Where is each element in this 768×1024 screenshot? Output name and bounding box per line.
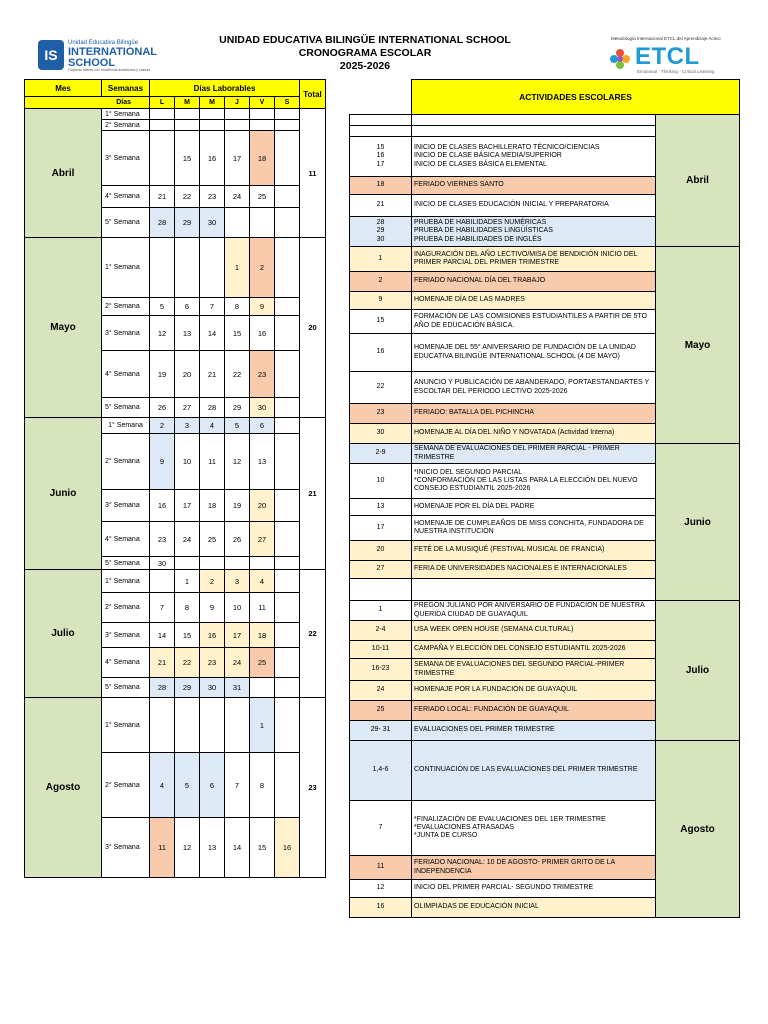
day-cell: 1 — [175, 570, 200, 593]
day-cell: 23 — [200, 648, 225, 678]
day-cell: 30 — [250, 398, 275, 418]
day-cell: 21 — [150, 648, 175, 678]
activity-month-name: Julio — [656, 601, 740, 741]
activity-text — [412, 115, 656, 126]
week-label: 4° Semana — [102, 351, 150, 398]
day-cell: 13 — [175, 316, 200, 351]
calendar-table — [24, 79, 326, 878]
day-cell — [150, 570, 175, 593]
activity-day: 2-4 — [350, 621, 412, 641]
day-cell: 14 — [200, 316, 225, 351]
day-cell: 22 — [175, 648, 200, 678]
week-row — [25, 570, 326, 593]
school-logo — [38, 38, 160, 72]
week-label: 2° Semana — [102, 593, 150, 623]
school-logo-line1: Unidad Educativa Bilingüe — [68, 40, 139, 46]
week-label: 1° Semana — [102, 109, 150, 120]
day-cell: 20 — [175, 351, 200, 398]
day-cell: 15 — [175, 131, 200, 186]
month-total: 11 — [300, 109, 326, 238]
activity-text: FERIADO NACIONAL: 10 DE AGOSTO- PRIMER GRITO DE LA INDEPENDENCIA — [412, 856, 656, 880]
activity-day: 2 — [350, 272, 412, 292]
activity-text — [412, 126, 656, 137]
activity-text: HOMENAJE DEL 55° ANIVERSARIO DE FUNDACIÓN DE LA UNIDAD EDUCATIVA BILINGÜE INTERNATIONAL SCHOOL (4 DE MAYO) — [412, 334, 656, 372]
day-cell: 27 — [250, 522, 275, 557]
activity-day — [350, 115, 412, 126]
day-cell — [275, 109, 300, 120]
header-day-3: J — [225, 97, 250, 109]
activity-day: 28 29 30 — [350, 217, 412, 247]
activity-text: PRUEBA DE HABILIDADES NUMÉRICAS PRUEBA DE HABILIDADES LINGÜÍSTICAS PRUEBA DE HABILIDADES DE INGLÉS — [412, 217, 656, 247]
day-cell: 15 — [175, 623, 200, 648]
day-cell: 8 — [250, 753, 275, 818]
day-cell: 30 — [200, 678, 225, 698]
day-cell: 4 — [250, 570, 275, 593]
activity-day: 13 — [350, 499, 412, 516]
day-cell: 4 — [200, 418, 225, 434]
activity-day: 25 — [350, 701, 412, 721]
etcl-logo-sub: Emotional · Thinking · Critical Learning — [637, 69, 715, 74]
day-cell — [275, 648, 300, 678]
activity-day: 10 — [350, 464, 412, 499]
activity-text: FORMACIÓN DE LAS COMISIONES ESTUDIANTILES A PARTIR DE 5TO AÑO DE EDUCACIÓN BÁSICA. — [412, 310, 656, 334]
day-cell — [275, 131, 300, 186]
day-cell: 26 — [225, 522, 250, 557]
day-cell — [275, 434, 300, 490]
day-cell: 31 — [225, 678, 250, 698]
activity-text: HOMENAJE AL DÍA DEL NIÑO Y NOVATADA (Actividad Interna) — [412, 424, 656, 444]
day-cell: 2 — [200, 570, 225, 593]
activity-text: SEMANA DE EVALUACIONES DEL SEGUNDO PARCIAL-PRIMER TRIMESTRE — [412, 659, 656, 681]
day-cell: 30 — [200, 208, 225, 238]
day-cell: 8 — [225, 298, 250, 316]
activity-text: OLIMPIADAS DE EDUCACIÓN INICIAL — [412, 898, 656, 918]
day-cell — [150, 109, 175, 120]
day-cell: 11 — [150, 818, 175, 878]
header-dias-laborables: Días Laborables — [150, 80, 300, 97]
day-cell: 14 — [150, 623, 175, 648]
day-cell: 23 — [200, 186, 225, 208]
week-row — [25, 238, 326, 298]
week-label: 5° Semana — [102, 398, 150, 418]
day-cell: 16 — [250, 316, 275, 351]
day-cell: 17 — [225, 131, 250, 186]
day-cell: 28 — [200, 398, 225, 418]
activity-month-name: Agosto — [656, 741, 740, 918]
day-cell — [275, 623, 300, 648]
activity-day: 21 — [350, 195, 412, 217]
week-label: 5° Semana — [102, 208, 150, 238]
day-cell: 15 — [250, 818, 275, 878]
day-cell — [275, 557, 300, 570]
day-cell: 18 — [250, 131, 275, 186]
day-cell: 12 — [175, 818, 200, 878]
header-total: Total — [300, 80, 326, 109]
activity-day: 2-9 — [350, 444, 412, 464]
activity-day: 16 — [350, 898, 412, 918]
day-cell: 29 — [175, 208, 200, 238]
activity-day: 1 — [350, 601, 412, 621]
activity-text: FERIA DE UNIVERSIDADES NACIONALES E INTERNACIONALES — [412, 561, 656, 579]
day-cell: 11 — [200, 434, 225, 490]
activity-text: FERIADO LOCAL: FUNDACIÓN DE GUAYAQUIL — [412, 701, 656, 721]
week-label: 1° Semana — [102, 698, 150, 753]
day-cell: 28 — [150, 678, 175, 698]
activity-day: 23 — [350, 404, 412, 424]
activity-text: PREGÓN JULIANO POR ANIVERSARIO DE FUNDACIÓN DE NUESTRA QUERIDA CIUDAD DE GUAYAQUIL — [412, 601, 656, 621]
day-cell: 15 — [225, 316, 250, 351]
activity-month-name: Junio — [656, 444, 740, 601]
activity-day: 17 — [350, 516, 412, 541]
day-cell — [250, 678, 275, 698]
day-cell — [200, 120, 225, 131]
day-cell — [200, 109, 225, 120]
day-cell — [250, 120, 275, 131]
day-cell — [225, 208, 250, 238]
school-year: 2025-2026 — [339, 60, 391, 72]
activity-row — [350, 115, 740, 126]
day-cell: 10 — [175, 434, 200, 490]
day-cell: 9 — [200, 593, 225, 623]
day-cell — [250, 557, 275, 570]
page-header — [0, 0, 768, 80]
activity-text: CAMPAÑA Y ELECCIÓN DEL CONSEJO ESTUDIANTIL 2025-2026 — [412, 641, 656, 659]
day-cell: 24 — [175, 522, 200, 557]
etcl-logo-word: ETCL — [635, 43, 700, 70]
week-label: 5° Semana — [102, 557, 150, 570]
day-cell: 12 — [150, 316, 175, 351]
school-logo-mark: IS — [38, 40, 64, 70]
activity-text: INAGURACIÓN DEL AÑO LECTIVO/MISA DE BENDICIÓN INICIO DEL PRIMER PARCIAL DEL PRIMER TRIMESTRE — [412, 247, 656, 272]
day-cell — [275, 351, 300, 398]
week-label: 1° Semana — [102, 238, 150, 298]
activity-row — [350, 741, 740, 801]
day-cell: 11 — [250, 593, 275, 623]
header-semanas: Semanas — [102, 80, 150, 97]
etcl-logo-top: Metodología Internacional ETCL del Aprendizaje Activo — [611, 36, 721, 41]
activity-day: 18 — [350, 177, 412, 195]
day-cell: 5 — [175, 753, 200, 818]
day-cell — [275, 418, 300, 434]
day-cell: 23 — [150, 522, 175, 557]
day-cell: 3 — [225, 570, 250, 593]
day-cell: 5 — [225, 418, 250, 434]
day-cell — [275, 490, 300, 522]
activity-text: HOMENAJE POR EL DÍA DEL PADRE — [412, 499, 656, 516]
day-cell: 13 — [200, 818, 225, 878]
day-cell — [150, 698, 175, 753]
activity-text: FETÉ DE LA MUSIQUÉ (FESTIVAL MUSICAL DE FRANCIA) — [412, 541, 656, 561]
day-cell: 7 — [200, 298, 225, 316]
day-cell: 16 — [200, 623, 225, 648]
activity-text: EVALUACIONES DEL PRIMER TRIMESTRE — [412, 721, 656, 741]
day-cell: 9 — [250, 298, 275, 316]
day-cell: 10 — [225, 593, 250, 623]
week-label: 2° Semana — [102, 753, 150, 818]
day-cell: 16 — [200, 131, 225, 186]
activity-day: 1,4-6 — [350, 741, 412, 801]
week-label: 3° Semana — [102, 131, 150, 186]
day-cell: 2 — [250, 238, 275, 298]
activities-header: ACTIVIDADES ESCOLARES — [412, 80, 740, 115]
day-cell: 21 — [150, 186, 175, 208]
activity-text: ANUNCIO Y PUBLICACIÓN DE ABANDERADO, PORTAESTANDARTES Y ESCOLTAR DEL PERIODO LECTIVO 2025-2026 — [412, 372, 656, 404]
day-cell — [200, 238, 225, 298]
day-cell: 30 — [150, 557, 175, 570]
activity-text: HOMENAJE POR LA FUNDACIÓN DE GUAYAQUIL — [412, 681, 656, 701]
activity-text: CONTINUACIÓN DE LAS EVALUACIONES DEL PRIMER TRIMESTRE — [412, 741, 656, 801]
header-day-1: M — [175, 97, 200, 109]
week-label: 1° Semana — [102, 418, 150, 434]
week-label: 1° Semana — [102, 570, 150, 593]
week-label: 3° Semana — [102, 818, 150, 878]
activity-text: HOMENAJE DE CUMPLEAÑOS DE MISS CONCHITA, FUNDADORA DE NUESTRA INSTITUCIÓN — [412, 516, 656, 541]
activity-day: 27 — [350, 561, 412, 579]
day-cell: 24 — [225, 186, 250, 208]
flower-icon — [609, 48, 631, 70]
day-cell: 22 — [225, 351, 250, 398]
day-cell: 25 — [250, 186, 275, 208]
activity-day — [350, 126, 412, 137]
activities-header-spacer — [350, 80, 412, 115]
month-total: 23 — [300, 698, 326, 878]
month-total: 22 — [300, 570, 326, 698]
day-cell: 29 — [175, 678, 200, 698]
week-label: 2° Semana — [102, 434, 150, 490]
activity-row — [350, 444, 740, 464]
week-row — [25, 698, 326, 753]
activity-text: *INICIO DEL SEGUNDO PARCIAL *CONFORMACIÓN DE LAS LISTAS PARA LA ELECCIÓN DEL NUEVO CONSEJO ESTUDIANTIL 2025-2026 — [412, 464, 656, 499]
day-cell: 23 — [250, 351, 275, 398]
week-label: 4° Semana — [102, 648, 150, 678]
activity-day: 30 — [350, 424, 412, 444]
day-cell: 17 — [225, 623, 250, 648]
day-cell — [175, 698, 200, 753]
week-row — [25, 418, 326, 434]
day-cell: 1 — [225, 238, 250, 298]
activity-day: 11 — [350, 856, 412, 880]
activity-day: 10-11 — [350, 641, 412, 659]
month-name: Abril — [25, 109, 102, 238]
activity-text: *FINALIZACIÓN DE EVALUACIONES DEL 1ER TRIMESTRE *EVALUACIONES ATRASADAS *JUNTA DE CURSO — [412, 801, 656, 856]
activity-text: HOMENAJE DÍA DE LAS MADRES — [412, 292, 656, 310]
day-cell: 7 — [150, 593, 175, 623]
day-cell: 26 — [150, 398, 175, 418]
day-cell: 12 — [225, 434, 250, 490]
school-name: UNIDAD EDUCATIVA BILINGÜE INTERNATIONAL SCHOOL — [219, 34, 511, 46]
day-cell: 7 — [225, 753, 250, 818]
day-cell: 13 — [250, 434, 275, 490]
activity-day: 16 — [350, 334, 412, 372]
activity-day: 12 — [350, 880, 412, 898]
day-cell — [275, 753, 300, 818]
day-cell: 6 — [250, 418, 275, 434]
day-cell — [275, 678, 300, 698]
day-cell: 29 — [225, 398, 250, 418]
day-cell — [275, 186, 300, 208]
day-cell — [175, 120, 200, 131]
school-logo-line2: INTERNATIONAL — [68, 46, 158, 58]
etcl-logo — [605, 36, 721, 76]
header-day-0: L — [150, 97, 175, 109]
day-cell: 17 — [175, 490, 200, 522]
header-day-5: S — [275, 97, 300, 109]
activity-row — [350, 247, 740, 272]
day-cell — [275, 593, 300, 623]
activity-day: 15 16 17 — [350, 137, 412, 177]
activity-day: 20 — [350, 541, 412, 561]
day-cell — [275, 522, 300, 557]
activity-day: 9 — [350, 292, 412, 310]
activity-text: FERIADO: BATALLA DEL PICHINCHA — [412, 404, 656, 424]
activity-day: 16-23 — [350, 659, 412, 681]
day-cell — [225, 557, 250, 570]
week-label: 4° Semana — [102, 522, 150, 557]
doc-title: CRONOGRAMA ESCOLAR — [298, 47, 432, 59]
day-cell: 28 — [150, 208, 175, 238]
day-cell — [200, 557, 225, 570]
title-block — [200, 34, 530, 73]
week-label: 2° Semana — [102, 298, 150, 316]
day-cell: 19 — [150, 351, 175, 398]
activity-text — [412, 579, 656, 601]
day-cell — [225, 698, 250, 753]
day-cell: 4 — [150, 753, 175, 818]
activity-text: FERIADO VIERNES SANTO — [412, 177, 656, 195]
day-cell — [225, 109, 250, 120]
week-label: 3° Semana — [102, 490, 150, 522]
day-cell: 22 — [175, 186, 200, 208]
day-cell — [225, 120, 250, 131]
school-logo-tagline: Forjando líderes con excelencia académica y valores — [68, 68, 151, 72]
activity-text: SEMANA DE EVALUACIONES DEL PRIMER PARCIAL - PRIMER TRIMESTRE — [412, 444, 656, 464]
day-cell: 25 — [250, 648, 275, 678]
day-cell: 25 — [200, 522, 225, 557]
activity-day: 15 — [350, 310, 412, 334]
day-cell — [200, 698, 225, 753]
day-cell: 5 — [150, 298, 175, 316]
week-label: 3° Semana — [102, 316, 150, 351]
day-cell: 19 — [225, 490, 250, 522]
activity-month-name: Mayo — [656, 247, 740, 444]
month-total: 21 — [300, 418, 326, 570]
header-mes: Mes — [25, 80, 102, 97]
day-cell — [275, 238, 300, 298]
day-cell — [150, 120, 175, 131]
day-cell: 6 — [200, 753, 225, 818]
day-cell: 14 — [225, 818, 250, 878]
activity-text: FERIADO NACIONAL DÍA DEL TRABAJO — [412, 272, 656, 292]
activity-text: USA WEEK OPEN HOUSE (SEMANA CULTURAL) — [412, 621, 656, 641]
day-cell — [150, 238, 175, 298]
week-label: 2° Semana — [102, 120, 150, 131]
day-cell — [275, 120, 300, 131]
day-cell — [275, 398, 300, 418]
day-cell: 2 — [150, 418, 175, 434]
month-name: Agosto — [25, 698, 102, 878]
day-cell: 16 — [275, 818, 300, 878]
month-name: Julio — [25, 570, 102, 698]
activity-day: 29- 31 — [350, 721, 412, 741]
day-cell: 1 — [250, 698, 275, 753]
day-cell — [175, 238, 200, 298]
activity-day: 1 — [350, 247, 412, 272]
header-day-4: V — [250, 97, 275, 109]
day-cell — [275, 316, 300, 351]
activity-day: 24 — [350, 681, 412, 701]
activity-text: INICIO DE CLASES EDUCACIÓN INICIAL Y PREPARATORIA — [412, 195, 656, 217]
month-total: 20 — [300, 238, 326, 418]
day-cell: 24 — [225, 648, 250, 678]
activity-text: INICIO DE CLASES BACHILLERATO TÉCNICO/CIENCIAS INICIO DE CLASE BÁSICA MEDIA/SUPERIOR INICIO DE CLASES BÁSICA ELEMENTAL — [412, 137, 656, 177]
week-row — [25, 109, 326, 120]
day-cell — [250, 109, 275, 120]
day-cell: 6 — [175, 298, 200, 316]
day-cell: 21 — [200, 351, 225, 398]
day-cell: 20 — [250, 490, 275, 522]
activity-month-name: Abril — [656, 115, 740, 247]
activity-day: 7 — [350, 801, 412, 856]
month-name: Junio — [25, 418, 102, 570]
activity-day: 22 — [350, 372, 412, 404]
day-cell — [250, 208, 275, 238]
day-cell — [175, 557, 200, 570]
week-label: 4° Semana — [102, 186, 150, 208]
activity-day — [350, 579, 412, 601]
day-cell — [275, 570, 300, 593]
month-name: Mayo — [25, 238, 102, 418]
week-label: 3° Semana — [102, 623, 150, 648]
day-cell: 18 — [200, 490, 225, 522]
day-cell: 18 — [250, 623, 275, 648]
header-day-2: M — [200, 97, 225, 109]
school-logo-line3: SCHOOL — [68, 57, 116, 69]
day-cell: 27 — [175, 398, 200, 418]
activity-text: INICIO DEL PRIMER PARCIAL- SEGUNDO TRIMESTRE — [412, 880, 656, 898]
day-cell — [275, 298, 300, 316]
day-cell — [275, 208, 300, 238]
day-cell: 8 — [175, 593, 200, 623]
day-cell: 9 — [150, 434, 175, 490]
header-dias: Días — [25, 97, 150, 109]
day-cell — [150, 131, 175, 186]
activities-table — [349, 79, 740, 918]
day-cell: 16 — [150, 490, 175, 522]
activity-row — [350, 601, 740, 621]
day-cell — [275, 698, 300, 753]
week-label: 5° Semana — [102, 678, 150, 698]
day-cell: 3 — [175, 418, 200, 434]
day-cell — [175, 109, 200, 120]
